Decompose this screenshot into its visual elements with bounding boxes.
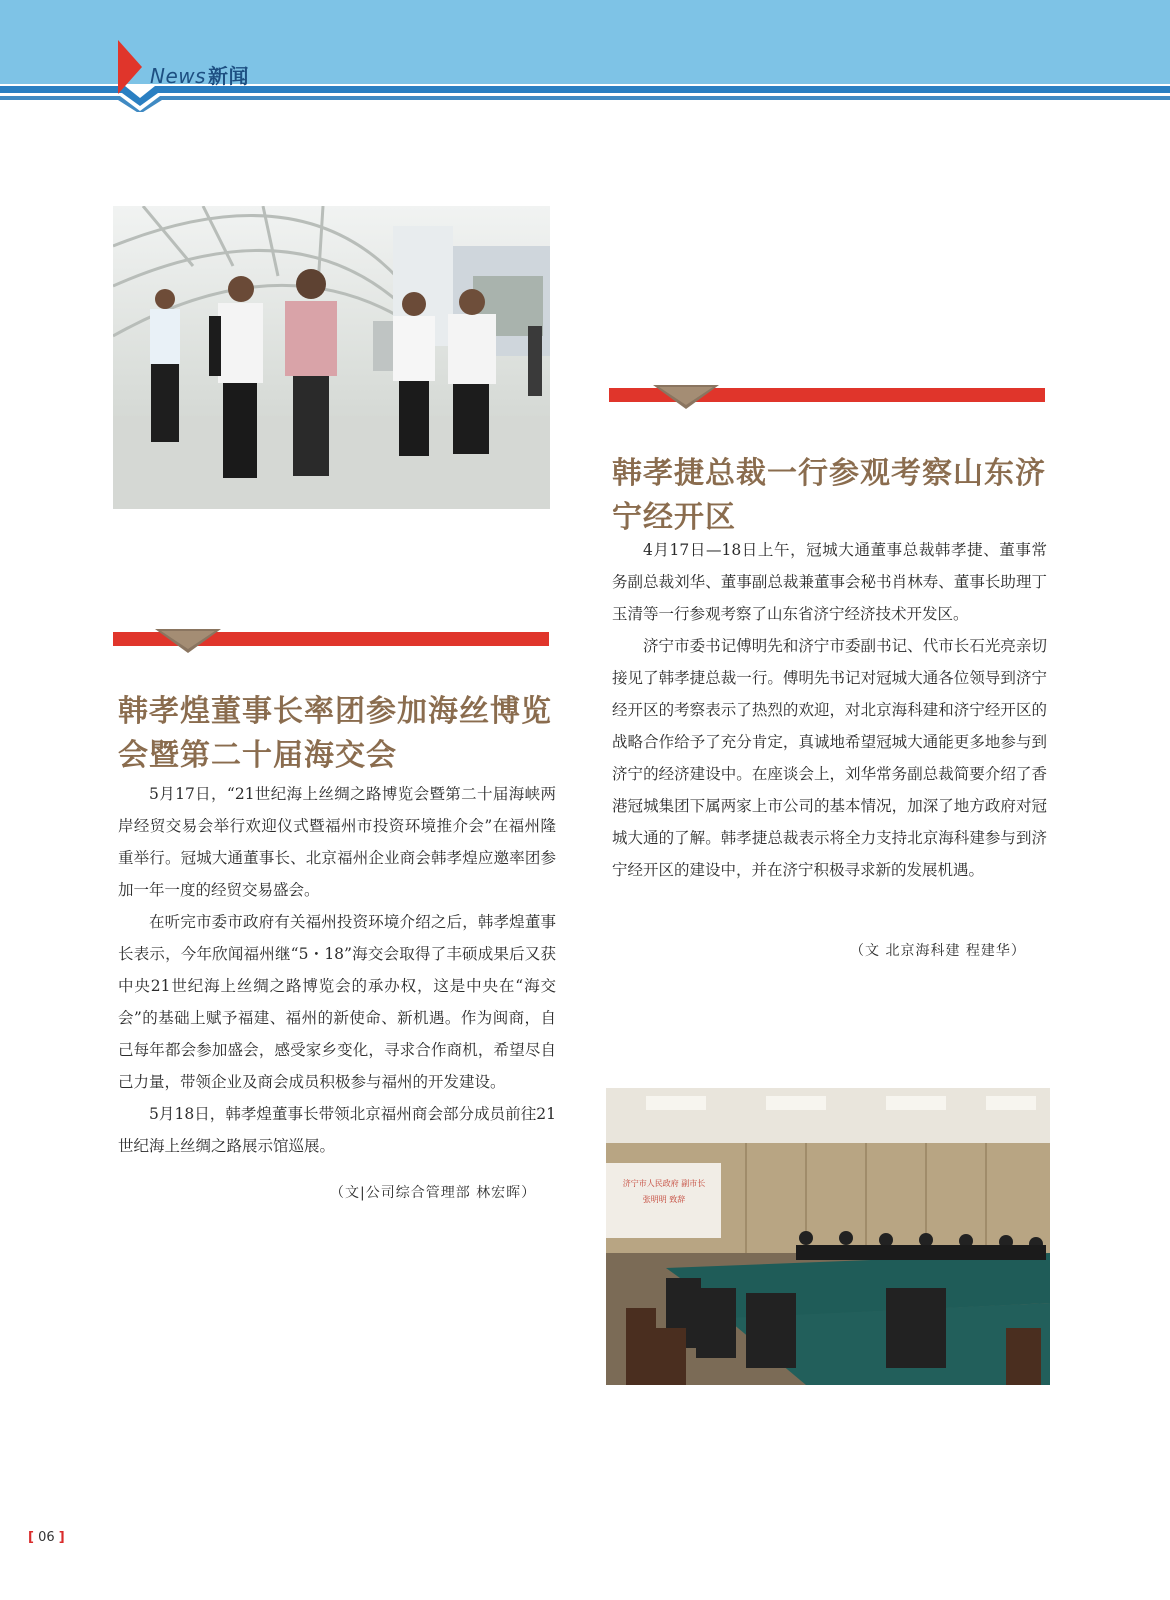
article2-credit: （文 北京海科建 程建华） (850, 943, 1026, 959)
photo-expo-visit (113, 206, 550, 509)
article2-body (612, 534, 1047, 886)
article1-paragraph: 在听完市委市政府有关福州投资环境介绍之后，韩孝煌董事长表示，今年欣闻福州继“5・18”海交会取得了丰硕成果后又获中央21世纪海上丝绸之路博览会的承办权，这是中央在“海交会”的基础上赋予福建、福州的新使命、新机遇。作为闽商，自己每年都会参加盛会，感受家乡变化，寻求合作商机，希望尽自己力量，带领企业及商会成员积极参与福州的开发建设。 (118, 913, 556, 1091)
page-number: [ 06 ] (28, 1530, 65, 1545)
article1-title: 韩孝煌董事长率团参加海丝博览会暨第二十届海交会 (118, 694, 552, 773)
photo-meeting (606, 1088, 1050, 1385)
page-header (0, 0, 1170, 112)
article2-paragraph: 济宁市委书记傅明先和济宁市委副书记、代市长石光亮亲切接见了韩孝捷总裁一行。傅明先书记对冠城大通各位领导到济宁经开区的考察表示了热烈的欢迎，对北京海科建和济宁经开区的战略合作给予了充分肯定，真诚地希望冠城大通能更多地参与到济宁的经济建设中。在座谈会上，刘华常务副总裁简要介绍了香港冠城集团下属两家上市公司的基本情况，加深了地方政府对冠城大通的了解。韩孝捷总裁表示将全力支持北京海科建参与到济宁经开区的建设中，并在济宁积极寻求新的发展机遇。 (612, 637, 1047, 879)
section-label (150, 60, 249, 89)
article1-body (118, 778, 556, 1162)
article1-paragraph: 5月17日，“21世纪海上丝绸之路博览会暨第二十届海峡两岸经贸交易会举行欢迎仪式暨福州市投资环境推介会”在福州隆重举行。冠城大通董事长、北京福州企业商会韩孝煌应邀率团参加一年一度的经贸交易盛会。 (118, 785, 556, 899)
meeting-screen-line2: 张明明 致辞 (642, 1195, 686, 1204)
article1-paragraph: 5月18日，韩孝煌董事长带领北京福州商会部分成员前往21世纪海上丝绸之路展示馆巡展。 (118, 1105, 556, 1155)
divider-article2 (609, 378, 1045, 418)
article2-paragraph: 4月17日—18日上午，冠城大通董事总裁韩孝捷、董事常务副总裁刘华、董事副总裁兼董事会秘书肖林寿、董事长助理丁玉清等一行参观考察了山东省济宁经济技术开发区。 (612, 541, 1047, 623)
section-label-cn: 新闻 (208, 64, 250, 88)
article1-credit: （文|公司综合管理部 林宏晖） (330, 1185, 537, 1201)
article2-title: 韩孝捷总裁一行参观考察山东济宁经开区 (612, 456, 1046, 535)
page-number-value: 06 (38, 1530, 55, 1545)
section-label-en: News (150, 64, 207, 88)
header-banner (0, 0, 1170, 112)
meeting-screen-line1: 济宁市人民政府 副市长 (622, 1179, 706, 1188)
divider-article1 (113, 622, 549, 662)
